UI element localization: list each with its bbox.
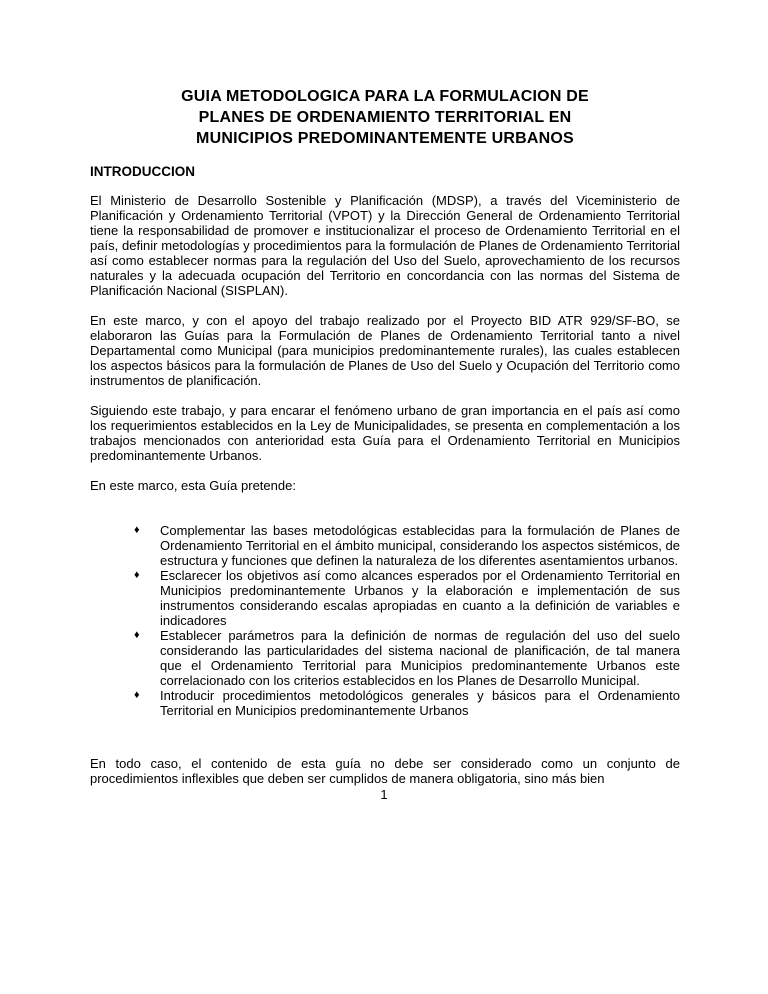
diamond-bullet-icon: ♦ bbox=[134, 569, 140, 581]
diamond-bullet-icon: ♦ bbox=[134, 524, 140, 536]
bullet-item bbox=[90, 628, 680, 688]
title-line-2: PLANES DE ORDENAMIENTO TERRITORIAL EN bbox=[198, 109, 572, 126]
bullet-text-introducir: Introducir procedimientos metodológicos generales y básicos para el Ordenamiento Territorial en Municipios predominantemente Urbanos bbox=[160, 688, 680, 718]
title-line-3: MUNICIPIOS PREDOMINANTEMENTE URBANOS bbox=[196, 130, 574, 147]
paragraph-ministerio: El Ministerio de Desarrollo Sostenible y Planificación (MDSP), a través del Viceministerio de Planificación y Ordenamiento Territorial (VPOT) y la Dirección General de Ordenamiento Territorial tiene la responsabilidad de promover e institucionalizar el proceso de Ordenamiento Territorial en el país, definir metodologías y procedimientos para la formulación de Planes de Ordenamiento Territorial así como establecer normas para la regulación del Uso del Suelo, aprovechamiento de los recursos naturales y la adecuada ocupación del Territorio en concordancia con las normas del Sistema de Planificación Nacional (SISPLAN). bbox=[90, 193, 680, 298]
bullet-text-esclarecer: Esclarecer los objetivos así como alcances esperados por el Ordenamiento Territorial en Municipios predominantemente Urbanos y la elaboración e implementación de sus instrumentos considerando escalas apropiadas en cuanto a la definición de variables e indicadores bbox=[160, 568, 680, 628]
page-number: 1 bbox=[380, 787, 388, 802]
bullet-text-complementar: Complementar las bases metodológicas establecidas para la formulación de Planes de Ordenamiento Territorial en el ámbito municipal, considerando los aspectos sistémicos, de estructura y funciones que definen la naturaleza de los diferentes asentamientos urbanos. bbox=[160, 523, 680, 568]
section-heading-introduccion: INTRODUCCION bbox=[90, 164, 195, 179]
diamond-bullet-icon: ♦ bbox=[134, 629, 140, 641]
diamond-bullet-icon: ♦ bbox=[134, 689, 140, 701]
bullet-item bbox=[90, 568, 680, 628]
bullet-item bbox=[90, 688, 680, 718]
bullet-list bbox=[90, 523, 680, 718]
document-title bbox=[90, 86, 680, 149]
bullet-item bbox=[90, 523, 680, 568]
title-line-1: GUIA METODOLOGICA PARA LA FORMULACION DE bbox=[181, 88, 589, 105]
paragraph-siguiendo-trabajo: Siguiendo este trabajo, y para encarar el fenómeno urbano de gran importancia en el país así como los requerimientos establecidos en la Ley de Municipalidades, se presenta en complementación a los trabajos mencionados con anterioridad esta Guía para el Ordenamiento Territorial en Municipios predominantemente Urbanos. bbox=[90, 403, 680, 463]
paragraph-guia-pretende: En este marco, esta Guía pretende: bbox=[90, 478, 296, 493]
paragraph-en-todo-caso: En todo caso, el contenido de esta guía no debe ser considerado como un conjunto de procedimientos inflexibles que deben ser cumplidos de manera obligatoria, sino más bien bbox=[90, 756, 680, 786]
paragraph-proyecto-bid: En este marco, y con el apoyo del trabajo realizado por el Proyecto BID ATR 929/SF-BO, se elaboraron las Guías para la Formulación de Planes de Ordenamiento Territorial tanto a nivel Departamental como Municipal (para municipios predominantemente rurales), las cuales establecen los aspectos básicos para la formulación de Planes de Uso del Suelo y Ocupación del Territorio como instrumentos de planificación. bbox=[90, 313, 680, 388]
bullet-text-establecer: Establecer parámetros para la definición de normas de regulación del uso del suelo considerando las particularidades del sistema nacional de planificación, de tal manera que el Ordenamiento Territorial para Municipios predominantemente Urbanos este correlacionado con los criterios establecidos en los Planes de Desarrollo Municipal. bbox=[160, 628, 680, 688]
